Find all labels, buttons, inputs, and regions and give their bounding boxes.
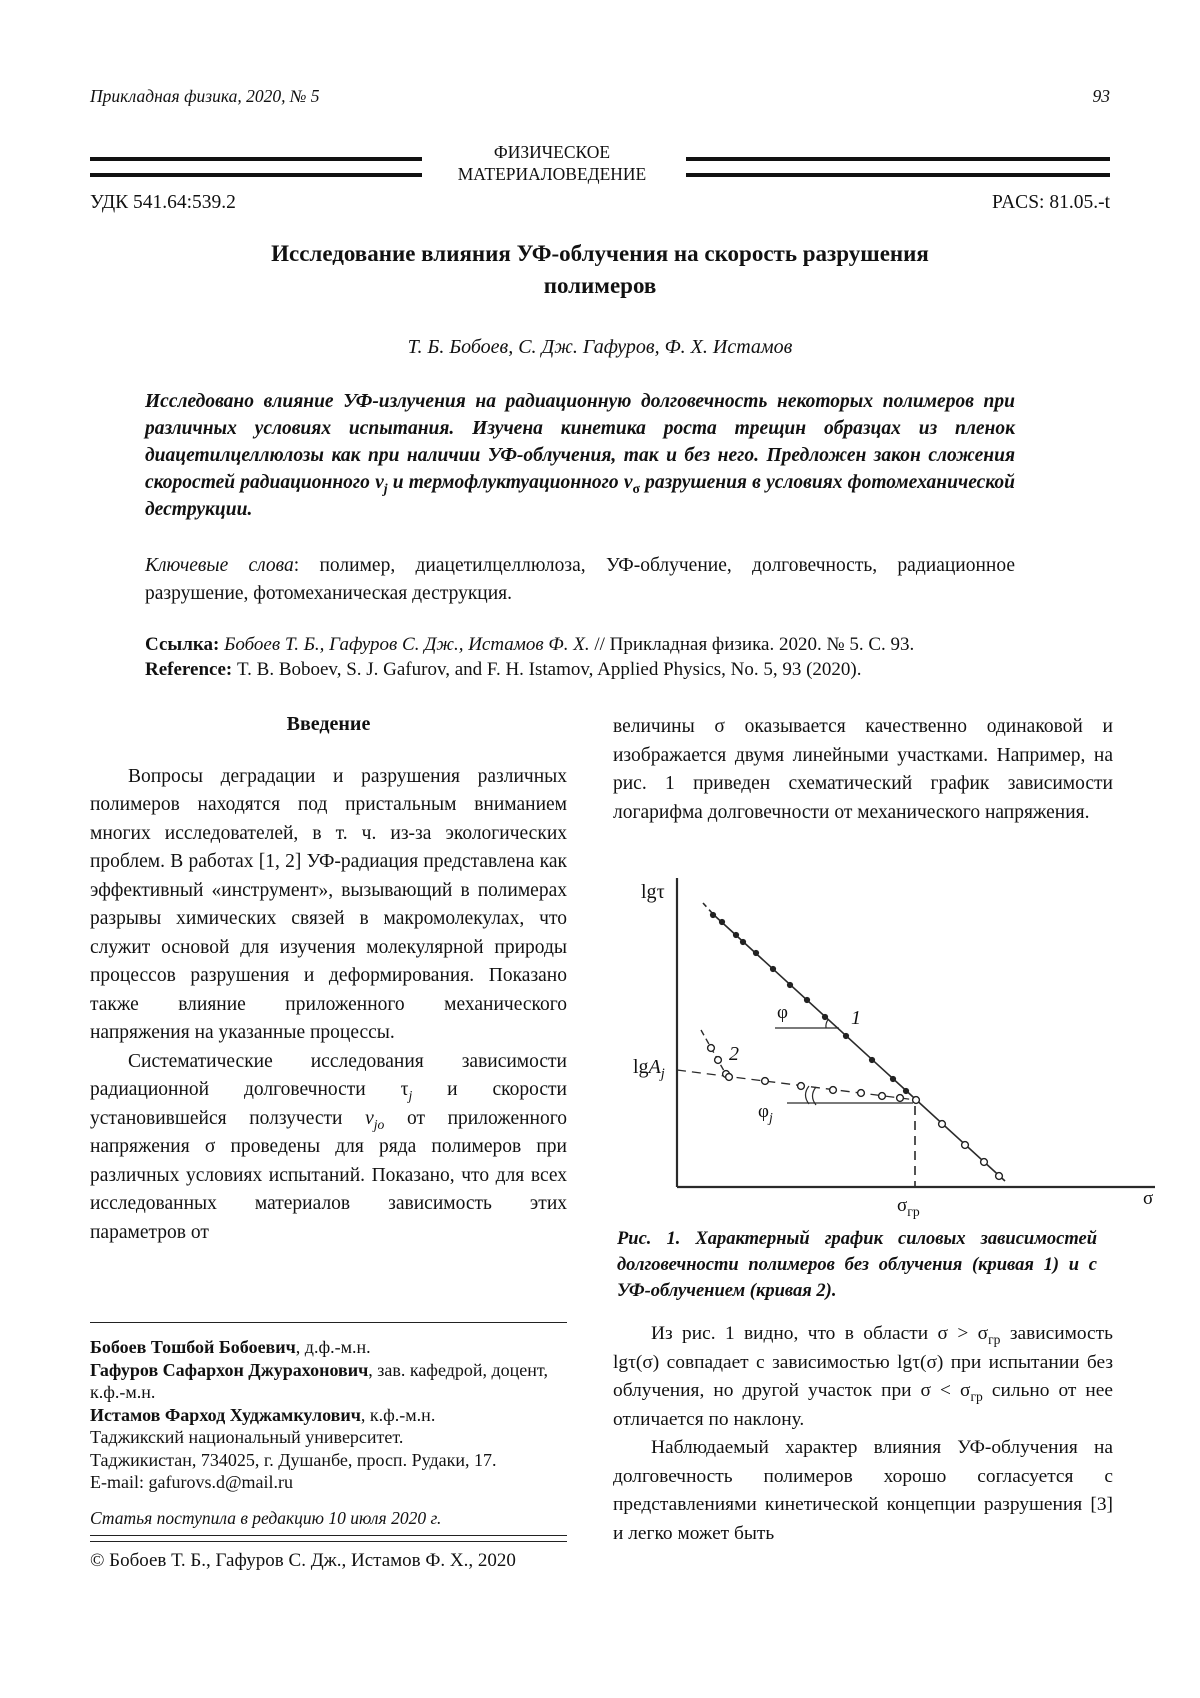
- figure-1-caption: Рис. 1. Характерный график силовых зависимостей долговечности полимеров без облучения (кривая 1) и с УФ-облучением (кривая 2).: [617, 1229, 1097, 1301]
- author-bio-line: Бобоев Тошбой Бобоевич, д.ф.-м.н.: [90, 1337, 371, 1357]
- svg-text:1: 1: [851, 1007, 861, 1029]
- svg-text:φj: $\varphi_j$: [758, 1101, 773, 1125]
- svg-text:σгр: $\sigma_{гр}$: [897, 1195, 920, 1219]
- classification-row: [90, 192, 1110, 214]
- abstract: Исследовано влияние УФ-излучения на радиационную долговечность некоторых полимеров при различных условиях испытания. Изучена кинетика роста трещин образцах из пленок диацетилцеллюлозы как при наличии УФ-облучения, так и без него. Предложен закон сложения скоростей радиационного $v_j$ и термофлуктуационного $v_\sigma$ разрушения в условиях фотомеханической деструкции.: [145, 391, 1016, 520]
- svg-text:lgAj: lgA$_j$: [633, 1056, 665, 1082]
- section-title: [402, 141, 702, 185]
- figure-1-chart: [625, 870, 1170, 1222]
- citation-en: Reference: T. B. Boboev, S. J. Gafurov, and F. H. Istamov, Applied Physics, No. 5, 93 (2020).: [145, 658, 862, 680]
- received-date: Статья поступила в редакцию 10 июля 2020 г.: [90, 1507, 442, 1528]
- author-bio-line: Истамов Фарход Худжамкулович, к.ф.-м.н.: [90, 1404, 436, 1425]
- svg-text:2: 2: [729, 1043, 739, 1065]
- footnote-double-rule: [90, 1535, 567, 1542]
- author-footnote: [90, 1322, 567, 1573]
- page-header: [90, 86, 1110, 107]
- svg-text:σ: σ: [1143, 1188, 1154, 1209]
- author-bio-line: Гафуров Сафархон Джурахонович, зав. кафедрой, доцент, к.ф.-м.н.: [90, 1359, 548, 1402]
- author-bios: [90, 1336, 567, 1494]
- left-paragraph-1: Вопросы деградации и разрушения различных полимеров находятся под пристальным вниманием многих исследователей, в т. ч. из-за экологических проблем. В работах [1, 2] УФ-радиация представлена как эффективный «инструмент», вызывающий в полимерах разрывы химических связей в макромолекулах, что служит основой для изучения молекулярной природы процессов разрушения и деформирования. Показано также влияние приложенного механического напряжения на указанные процессы.: [90, 765, 567, 1043]
- left-column: [90, 710, 567, 1247]
- pacs-code: PACS: 81.05.-t: [992, 192, 1110, 213]
- left-paragraph-2: Систематические исследования зависимости радиационной долговечности $\tau_j$ и скорости установившейся ползучести $v_{jо}$ от приложенного напряжения σ проведены для ряда полимеров при различных условиях испытаний. Показано, что для всех исследованных материалов зависимость этих параметров от: [90, 1050, 567, 1243]
- right-paragraph-2: Из рис. 1 видно, что в области $\sigma > \sigma_{гр}$ зависимость lgτ(σ) совпадает с зависимостью lgτ(σ) при испытании без облучения, но другой участок при $\sigma < \sigma_{гр}$ сильно от нее отличается по наклону.: [613, 1323, 1114, 1430]
- author-bio-line: Таджикистан, 734025, г. Душанбе, просп. Рудаки, 17.: [90, 1449, 497, 1470]
- svg-text:φ: φ: [777, 1002, 788, 1023]
- citation-ru: Ссылка: Бобоев Т. Б., Гафуров С. Дж., Истамов Ф. Х. // Прикладная физика. 2020. № 5. С. 93.: [145, 634, 915, 655]
- author-bio-line: E-mail: gafurovs.d@mail.ru: [90, 1472, 294, 1492]
- section-rule-right: [686, 157, 1110, 177]
- section-title-line2: МАТЕРИАЛОВЕДЕНИЕ: [457, 164, 647, 184]
- introduction-heading: Введение: [286, 713, 371, 735]
- article-title: Исследование влияния УФ-облучения на скорость разрушения полимеров: [271, 241, 929, 298]
- udk-code: УДК 541.64:539.2: [90, 192, 236, 213]
- right-paragraph-3: Наблюдаемый характер влияния УФ-облучения на долговечность полимеров хорошо согласуется с представлениями кинетической концепции разрушения [3] и легко может быть: [613, 1437, 1113, 1544]
- keywords: Ключевые слова: полимер, диацетилцеллюлоза, УФ-облучение, долговечность, радиационное разрушение, фотомеханическая деструкция.: [145, 555, 1015, 604]
- author-bio-line: Таджикский национальный университет.: [90, 1427, 404, 1447]
- section-rule-left: [90, 157, 422, 177]
- authors-line: Т. Б. Бобоев, С. Дж. Гафуров, Ф. Х. Истамов: [407, 336, 793, 358]
- svg-text:lgτ: lgτ: [641, 881, 665, 903]
- page-number: 93: [1092, 86, 1110, 106]
- section-title-line1: ФИЗИЧЕСКОЕ: [493, 142, 611, 162]
- right-column-lower: [613, 1320, 1113, 1548]
- journal-header: Прикладная физика, 2020, № 5: [90, 86, 320, 106]
- copyright-line: © Бобоев Т. Б., Гафуров С. Дж., Истамов Ф. Х., 2020: [90, 1550, 516, 1571]
- right-paragraph-1: величины σ оказывается качественно одинаковой и изображается двумя линейными участками. Например, на рис. 1 приведен схематический график зависимости логарифма долговечности от механического напряжения.: [613, 716, 1113, 823]
- citation-block: [145, 633, 1045, 682]
